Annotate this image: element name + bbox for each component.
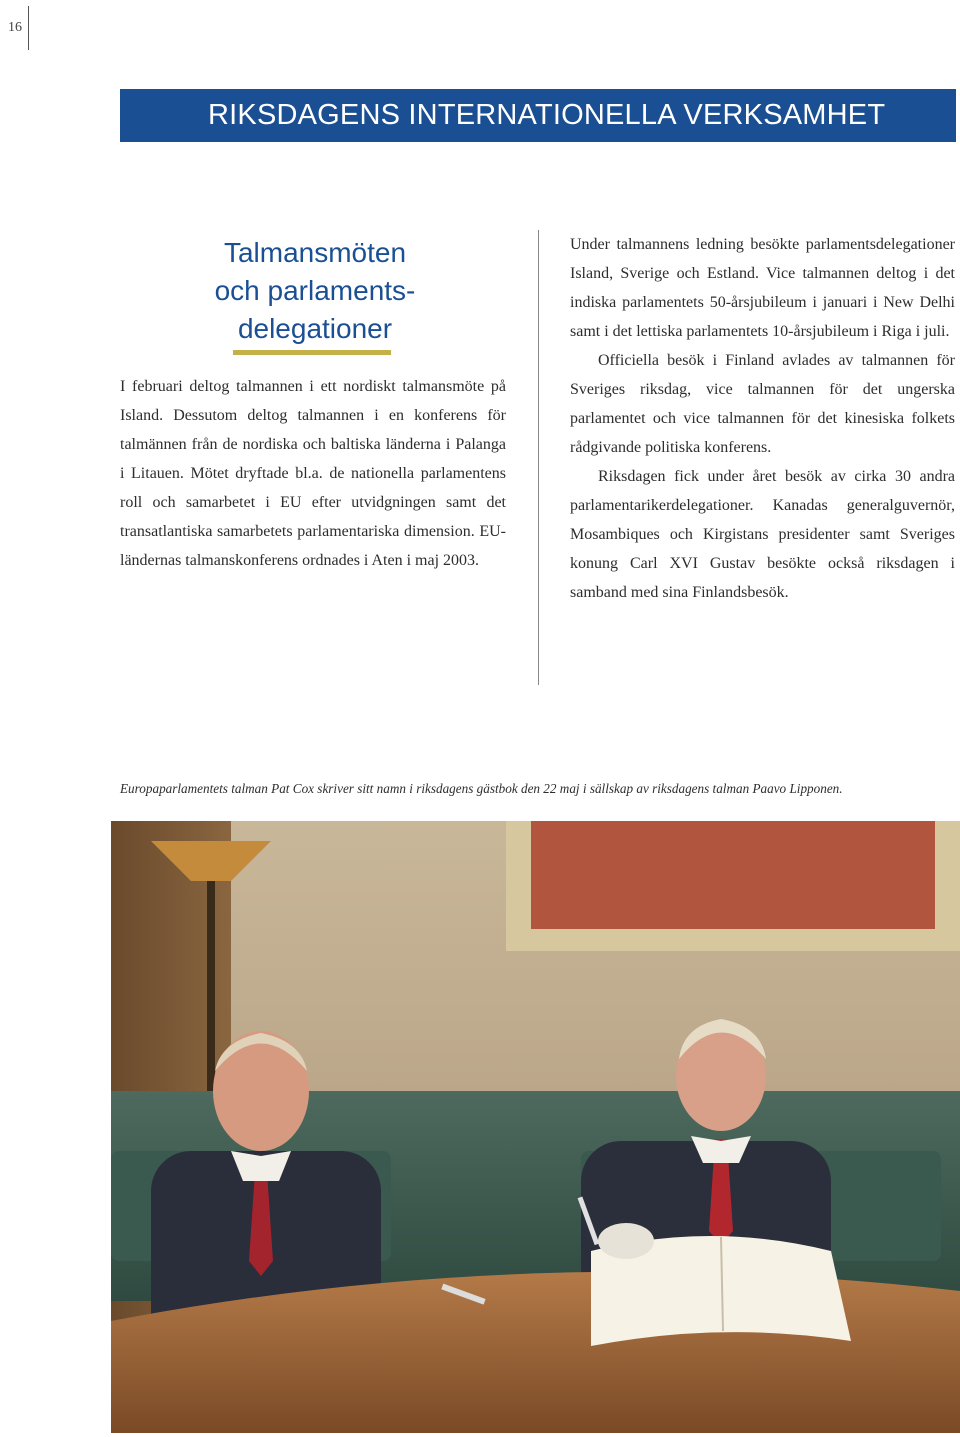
right-column: [570, 230, 955, 607]
body-paragraph: I februari deltog talmannen i ett nordiskt talmansmöte på Island. Dessutom deltog talmannen i en konferens för talmännen från de nordiska och baltiska länderna i Palanga i Litauen. Mötet dryftade bl.a. de nationella parlamentens roll och samarbetet i EU efter utvidgningen samt det transatlantiska samarbetets parlamentariska dimension. EU-ländernas talmanskonferens ordnades i Aten i maj 2003.: [120, 378, 506, 569]
page-number: 16: [8, 20, 22, 35]
photo: [111, 821, 960, 1433]
column-divider: [538, 230, 539, 685]
hand: [598, 1223, 654, 1259]
section-title-line: och parlaments-: [214, 275, 416, 306]
photo-illustration: [111, 821, 960, 1433]
body-paragraph: Officiella besök i Finland avlades av talmannen för Sveriges riksdag, vice talmannen för det ungerska parlamentet och vice talmannen för det kinesiska folkets rådgivande politiska konferens.: [570, 352, 955, 456]
left-column: [120, 372, 506, 575]
header-band: [120, 89, 956, 142]
body-paragraph: Riksdagen fick under året besök av cirka 30 andra parlamentarikerdelegationer. Kanadas generalguvernör, Mosambiques och Kirgistans presidenter samt Sveriges konung Carl XVI Gustav besökte också riksdagen i samband med sina Finlandsbesök.: [570, 468, 955, 601]
painting-canvas: [531, 821, 935, 929]
title-underline: [233, 350, 391, 355]
photo-caption: Europaparlamentets talman Pat Cox skriver sitt namn i riksdagens gästbok den 22 maj i sällskap av riksdagens talman Paavo Lipponen.: [120, 781, 843, 796]
page-number-rule: [28, 6, 29, 50]
header-title: RIKSDAGENS INTERNATIONELLA VERKSAMHET: [208, 99, 886, 131]
body-paragraph: Under talmannens ledning besökte parlamentsdelegationer Island, Sverige och Estland. Vice talmannen deltog i det indiska parlamentets 50-årsjubileum i januari i New Delhi samt i det lettiska parlamentets 10-årsjubileum i Riga i juli.: [570, 236, 955, 340]
section-title: [150, 234, 480, 348]
section-title-line: Talmansmöten: [223, 237, 407, 268]
section-title-line: delegationer: [237, 313, 393, 344]
